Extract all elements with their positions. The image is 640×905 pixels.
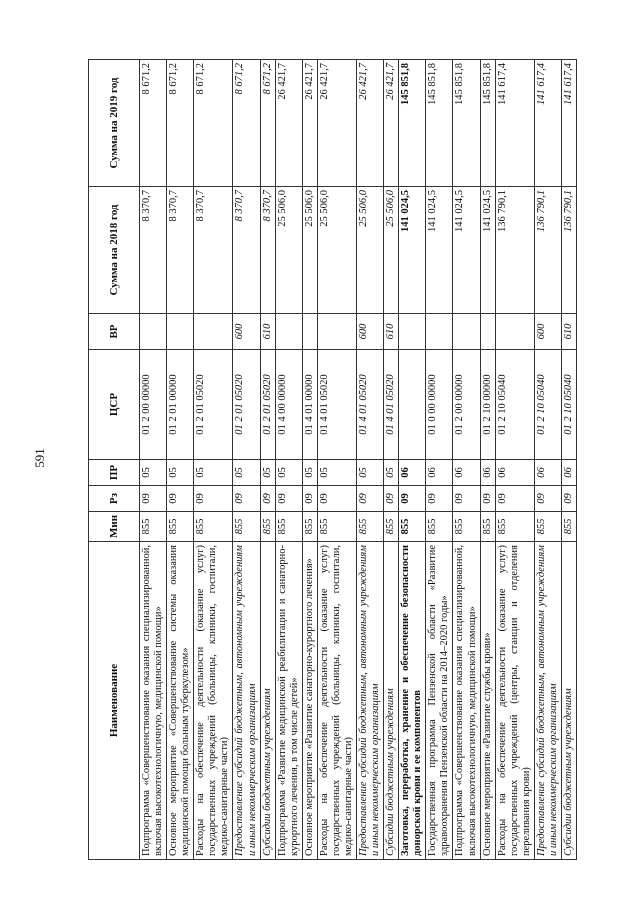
cell-pr: 05: [357, 460, 384, 486]
cell-vr: 610: [561, 314, 576, 350]
cell-pr: 05: [302, 460, 317, 486]
cell-pr: 06: [453, 460, 480, 486]
cell-rz: 09: [167, 486, 194, 512]
cell-sum-2018: 8 370,7: [260, 187, 275, 314]
cell-csr: 01 2 10 05040: [534, 350, 561, 460]
cell-pr: 05: [384, 460, 399, 486]
header-min: Мин: [89, 512, 140, 542]
cell-rz: 09: [317, 486, 356, 512]
cell-csr: 01 0 00 00000: [426, 350, 453, 460]
cell-min: 855: [480, 512, 495, 542]
cell-name: Расходы на обеспечение деятельности (оказание услуг) государственных учреждений (больницы, клиники, госпитали, медико-санитарные части): [317, 542, 356, 860]
cell-csr: 01 4 01 05020: [384, 350, 399, 460]
cell-pr: 05: [233, 460, 260, 486]
cell-vr: 600: [233, 314, 260, 350]
cell-vr: [275, 314, 302, 350]
cell-vr: 610: [260, 314, 275, 350]
table-row: [426, 60, 453, 860]
cell-rz: 09: [495, 486, 534, 512]
cell-name: Предоставление субсидий бюджетным, автономным учреждениям и иным некоммерческим организациям: [233, 542, 260, 860]
cell-csr: 01 4 01 05020: [357, 350, 384, 460]
header-sum-2019: Сумма на 2019 год: [89, 60, 140, 187]
cell-vr: [480, 314, 495, 350]
budget-table: [88, 59, 577, 860]
cell-name: Основное мероприятие «Совершенствование системы оказания медицинской помощи больным туберкулезом»: [167, 542, 194, 860]
cell-name: Подпрограмма «Развитие медицинской реабилитации и санаторно-курортного лечения, в том числе детей»: [275, 542, 302, 860]
cell-pr: 06: [561, 460, 576, 486]
table-row: [561, 60, 576, 860]
cell-vr: [317, 314, 356, 350]
cell-csr: 01 4 01 00000: [302, 350, 317, 460]
cell-rz: 09: [275, 486, 302, 512]
cell-name: Подпрограмма «Совершенствование оказания специализированной, включая высокотехнологичную, медицинской помощи»: [140, 542, 167, 860]
cell-pr: 05: [194, 460, 233, 486]
cell-sum-2019: 26 421,7: [384, 60, 399, 187]
table-row: [357, 60, 384, 860]
cell-sum-2018: 25 506,0: [317, 187, 356, 314]
table-row: [384, 60, 399, 860]
cell-sum-2019: 141 617,4: [561, 60, 576, 187]
table-row: [275, 60, 302, 860]
cell-sum-2019: 145 851,8: [480, 60, 495, 187]
cell-min: 855: [317, 512, 356, 542]
cell-sum-2019: 8 671,2: [167, 60, 194, 187]
cell-pr: 06: [534, 460, 561, 486]
cell-csr: [399, 350, 426, 460]
cell-pr: 05: [260, 460, 275, 486]
table-row: [480, 60, 495, 860]
cell-sum-2018: 141 024,5: [480, 187, 495, 314]
cell-sum-2019: 145 851,8: [426, 60, 453, 187]
cell-min: 855: [140, 512, 167, 542]
cell-csr: 01 2 10 00000: [480, 350, 495, 460]
cell-min: 855: [357, 512, 384, 542]
cell-sum-2019: 141 617,4: [534, 60, 561, 187]
cell-name: Предоставление субсидий бюджетным, автономным учреждениям и иным некоммерческим организациям: [534, 542, 561, 860]
cell-csr: 01 2 01 05020: [194, 350, 233, 460]
cell-vr: [302, 314, 317, 350]
cell-sum-2018: 136 790,1: [561, 187, 576, 314]
cell-csr: 01 4 00 00000: [275, 350, 302, 460]
cell-sum-2019: 145 851,8: [453, 60, 480, 187]
cell-min: 855: [561, 512, 576, 542]
cell-min: 855: [275, 512, 302, 542]
page-number: 591: [32, 448, 47, 468]
table-row: [140, 60, 167, 860]
cell-rz: 09: [480, 486, 495, 512]
cell-vr: 600: [357, 314, 384, 350]
table-row: [453, 60, 480, 860]
header-sum-2018: Сумма на 2018 год: [89, 187, 140, 314]
cell-min: 855: [453, 512, 480, 542]
header-name: Наименование: [89, 542, 140, 860]
cell-name: Государственная программа Пензенской области «Развитие здравоохранения Пензенской области на 2014–2020 годы»: [426, 542, 453, 860]
cell-name: Основное мероприятие «Развитие службы крови»: [480, 542, 495, 860]
table-row: [167, 60, 194, 860]
cell-csr: 01 4 01 05020: [317, 350, 356, 460]
cell-vr: [194, 314, 233, 350]
cell-rz: 09: [140, 486, 167, 512]
cell-min: 855: [167, 512, 194, 542]
cell-rz: 09: [534, 486, 561, 512]
table-row: [302, 60, 317, 860]
cell-sum-2019: 26 421,7: [357, 60, 384, 187]
cell-vr: [426, 314, 453, 350]
cell-pr: 06: [480, 460, 495, 486]
cell-name: Расходы на обеспечение деятельности (оказание услуг) государственных учреждений (центры, станции и отделения переливания крови): [495, 542, 534, 860]
cell-sum-2018: 8 370,7: [233, 187, 260, 314]
header-pr: ПР: [89, 460, 140, 486]
table-row: [495, 60, 534, 860]
cell-pr: 06: [426, 460, 453, 486]
cell-sum-2018: 25 506,0: [302, 187, 317, 314]
cell-rz: 09: [453, 486, 480, 512]
cell-vr: [495, 314, 534, 350]
cell-sum-2018: 136 790,1: [495, 187, 534, 314]
cell-min: 855: [399, 512, 426, 542]
cell-min: 855: [384, 512, 399, 542]
cell-rz: 09: [357, 486, 384, 512]
cell-name: Предоставление субсидий бюджетным, автономным учреждениям и иным некоммерческим организациям: [357, 542, 384, 860]
cell-vr: [399, 314, 426, 350]
cell-sum-2019: 26 421,7: [317, 60, 356, 187]
header-vr: ВР: [89, 314, 140, 350]
cell-rz: 09: [399, 486, 426, 512]
cell-rz: 09: [384, 486, 399, 512]
cell-pr: 06: [399, 460, 426, 486]
cell-name: Заготовка, переработка, хранение и обеспечение безопасности донорской крови и ее компонентов: [399, 542, 426, 860]
header-rz: Рз: [89, 486, 140, 512]
cell-name: Субсидии бюджетным учреждениям: [260, 542, 275, 860]
cell-rz: 09: [561, 486, 576, 512]
cell-csr: 01 2 00 00000: [453, 350, 480, 460]
cell-sum-2018: 25 506,0: [357, 187, 384, 314]
cell-csr: 01 2 01 05020: [260, 350, 275, 460]
cell-name: Расходы на обеспечение деятельности (оказание услуг) государственных учреждений (больницы, клиники, госпитали, медико-санитарные части): [194, 542, 233, 860]
cell-sum-2018: 136 790,1: [534, 187, 561, 314]
cell-rz: 09: [426, 486, 453, 512]
cell-sum-2018: 141 024,5: [453, 187, 480, 314]
table-row: [317, 60, 356, 860]
table-header-row: [89, 60, 140, 860]
cell-sum-2018: 25 506,0: [384, 187, 399, 314]
table-row: [233, 60, 260, 860]
cell-min: 855: [194, 512, 233, 542]
cell-name: Субсидии бюджетным учреждениям: [384, 542, 399, 860]
cell-rz: 09: [233, 486, 260, 512]
cell-sum-2018: 141 024,5: [426, 187, 453, 314]
table-row: [534, 60, 561, 860]
cell-vr: [453, 314, 480, 350]
header-csr: ЦСР: [89, 350, 140, 460]
cell-sum-2018: 141 024,5: [399, 187, 426, 314]
cell-min: 855: [260, 512, 275, 542]
cell-name: Субсидии бюджетным учреждениям: [561, 542, 576, 860]
cell-rz: 09: [302, 486, 317, 512]
cell-sum-2019: 26 421,7: [275, 60, 302, 187]
cell-sum-2019: 26 421,7: [302, 60, 317, 187]
table-row: [194, 60, 233, 860]
cell-pr: 05: [275, 460, 302, 486]
cell-min: 855: [426, 512, 453, 542]
cell-csr: 01 2 01 00000: [167, 350, 194, 460]
cell-vr: [167, 314, 194, 350]
cell-rz: 09: [260, 486, 275, 512]
cell-min: 855: [302, 512, 317, 542]
cell-sum-2018: 8 370,7: [167, 187, 194, 314]
cell-name: Подпрограмма «Совершенствование оказания специализированной, включая высокотехнологичную, медицинской помощи»: [453, 542, 480, 860]
cell-vr: 600: [534, 314, 561, 350]
cell-sum-2019: 8 671,2: [260, 60, 275, 187]
cell-min: 855: [534, 512, 561, 542]
rotated-page-area: [88, 60, 608, 860]
cell-min: 855: [495, 512, 534, 542]
cell-sum-2019: 141 617,4: [495, 60, 534, 187]
cell-name: Основное мероприятие «Развитие санаторно-курортного лечения»: [302, 542, 317, 860]
cell-csr: 01 2 01 05020: [233, 350, 260, 460]
cell-pr: 05: [167, 460, 194, 486]
table-row: [260, 60, 275, 860]
cell-vr: 610: [384, 314, 399, 350]
cell-csr: 01 2 10 05040: [495, 350, 534, 460]
cell-sum-2019: 8 671,2: [140, 60, 167, 187]
cell-csr: 01 2 00 00000: [140, 350, 167, 460]
cell-sum-2018: 25 506,0: [275, 187, 302, 314]
cell-vr: [140, 314, 167, 350]
cell-csr: 01 2 10 05040: [561, 350, 576, 460]
cell-sum-2019: 8 671,2: [194, 60, 233, 187]
table-row: [399, 60, 426, 860]
cell-pr: 06: [495, 460, 534, 486]
cell-rz: 09: [194, 486, 233, 512]
cell-sum-2018: 8 370,7: [140, 187, 167, 314]
cell-pr: 05: [317, 460, 356, 486]
cell-pr: 05: [140, 460, 167, 486]
cell-sum-2018: 8 370,7: [194, 187, 233, 314]
cell-sum-2019: 8 671,2: [233, 60, 260, 187]
cell-min: 855: [233, 512, 260, 542]
cell-sum-2019: 145 851,8: [399, 60, 426, 187]
